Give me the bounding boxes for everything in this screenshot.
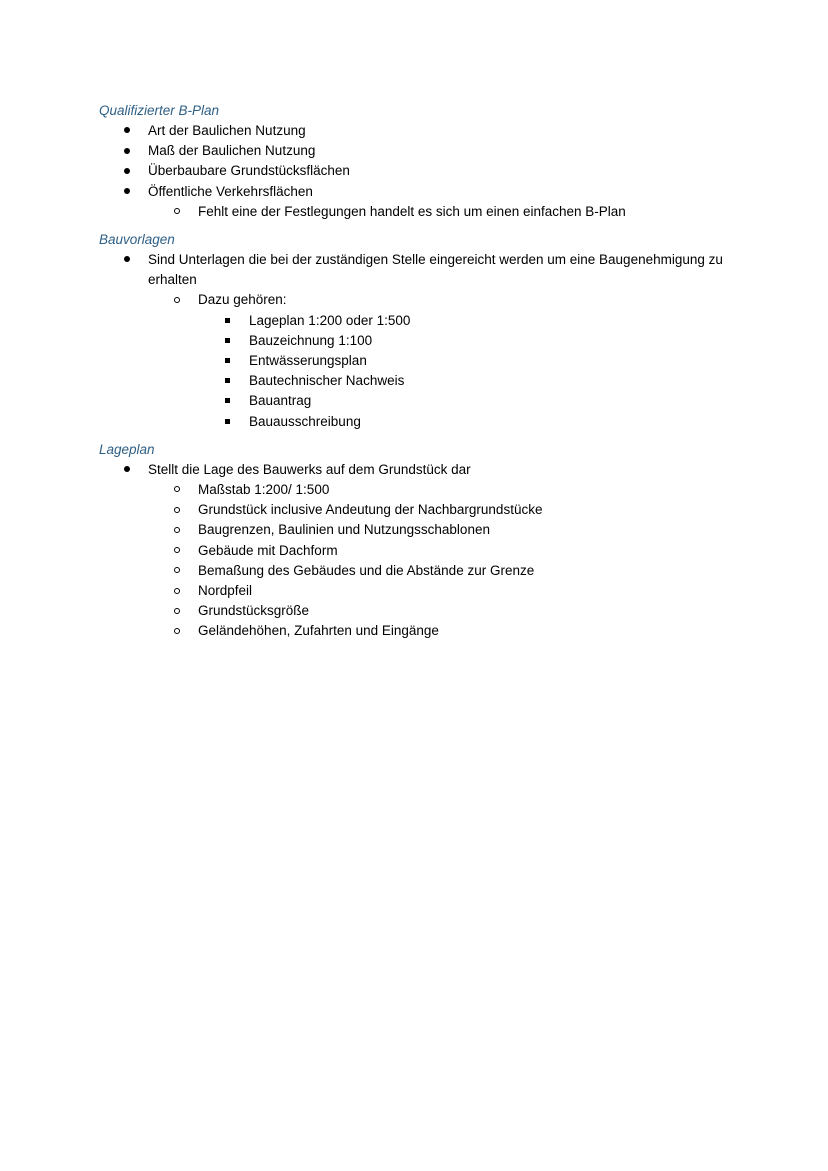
bullet-circle-icon xyxy=(170,520,184,540)
sub-sub-list-item xyxy=(99,412,779,432)
sub-list-item xyxy=(99,520,779,540)
list-item-text: Grundstücksgröße xyxy=(198,603,310,619)
section-bauvorlagen xyxy=(99,230,779,432)
list-item-text: Baugrenzen, Baulinien und Nutzungsschablonen xyxy=(198,522,490,538)
bullet-dot-icon xyxy=(120,161,134,181)
document-content xyxy=(99,101,779,645)
sub-sub-bullet-list xyxy=(99,311,779,432)
bullet-circle-icon xyxy=(170,541,184,561)
bullet-square-icon xyxy=(220,311,234,331)
list-item-text: Dazu gehören: xyxy=(198,292,287,308)
section-heading: Qualifizierter B-Plan xyxy=(99,103,220,118)
list-item xyxy=(99,141,779,161)
sub-sub-list-item xyxy=(99,371,779,391)
sub-bullet-list xyxy=(99,202,779,222)
list-item-text: Entwässerungsplan xyxy=(249,353,367,369)
list-item-text: Grundstück inclusive Andeutung der Nachbargrundstücke xyxy=(198,502,543,518)
sub-sub-list-item xyxy=(99,331,779,351)
sub-list-item xyxy=(99,290,779,310)
sub-sub-list-item xyxy=(99,391,779,411)
bullet-square-icon xyxy=(220,391,234,411)
sub-list-item xyxy=(99,601,779,621)
bullet-circle-icon xyxy=(170,202,184,222)
list-item-text: Bauausschreibung xyxy=(249,413,361,429)
sub-bullet-list xyxy=(99,290,779,310)
list-item-text: Maß der Baulichen Nutzung xyxy=(148,143,316,159)
list-item-text: Bautechnischer Nachweis xyxy=(249,373,405,389)
list-item-text: Art der Baulichen Nutzung xyxy=(148,123,306,138)
section-heading: Lageplan xyxy=(99,441,155,457)
bullet-circle-icon xyxy=(170,500,184,520)
bullet-square-icon xyxy=(220,351,234,371)
section-heading: Bauvorlagen xyxy=(99,232,175,248)
list-item-text: Gebäude mit Dachform xyxy=(198,542,338,558)
list-item-text: Geländehöhen, Zufahrten und Eingänge xyxy=(198,623,439,639)
sub-list-item xyxy=(99,581,779,601)
list-item-text: Bauantrag xyxy=(249,393,312,409)
bullet-dot-icon xyxy=(120,121,134,141)
list-item-text: Bauzeichnung 1:100 xyxy=(249,332,373,348)
bullet-circle-icon xyxy=(170,581,184,601)
list-item-text: Maßstab 1:200/ 1:500 xyxy=(198,482,330,498)
section-lageplan xyxy=(99,440,779,642)
list-item xyxy=(99,121,779,141)
sub-list-item xyxy=(99,561,779,581)
sub-sub-list-item xyxy=(99,351,779,371)
sub-list-item xyxy=(99,541,779,561)
list-item xyxy=(99,161,779,181)
list-item-text: Stellt die Lage des Bauwerks auf dem Grundstück dar xyxy=(148,461,471,477)
bullet-circle-icon xyxy=(170,561,184,581)
bullet-circle-icon xyxy=(170,601,184,621)
sub-sub-list-item xyxy=(99,311,779,331)
sub-list-item xyxy=(99,480,779,500)
list-item-text: Öffentliche Verkehrsflächen xyxy=(148,183,313,199)
list-item-text: Lageplan 1:200 oder 1:500 xyxy=(249,312,411,328)
bullet-circle-icon xyxy=(170,621,184,641)
bullet-square-icon xyxy=(220,371,234,391)
bullet-circle-icon xyxy=(170,290,184,310)
bullet-dot-icon xyxy=(120,141,134,161)
bullet-dot-icon xyxy=(120,182,134,202)
bullet-square-icon xyxy=(220,331,234,351)
list-item-text: Nordpfeil xyxy=(198,583,253,599)
list-item-text: Bemaßung des Gebäudes und die Abstände zur Grenze xyxy=(198,562,535,578)
list-item-text: Fehlt eine der Festlegungen handelt es sich um einen einfachen B-Plan xyxy=(198,203,626,219)
bullet-list xyxy=(99,250,779,290)
list-item-text: Sind Unterlagen die bei der zuständigen Stelle eingereicht werden um eine Baugenehmigung zu erhalten xyxy=(148,252,723,288)
bullet-dot-icon xyxy=(120,250,134,270)
sub-list-item xyxy=(99,202,779,222)
list-item xyxy=(99,460,779,480)
bullet-dot-icon xyxy=(120,460,134,480)
list-item-text: Überbaubare Grundstücksflächen xyxy=(148,163,350,179)
bullet-list xyxy=(99,460,779,480)
list-item xyxy=(99,182,779,202)
bullet-square-icon xyxy=(220,412,234,432)
bullet-list xyxy=(99,121,779,202)
section-qualifizierter-b-plan xyxy=(99,101,779,222)
list-item xyxy=(99,250,779,290)
sub-list-item xyxy=(99,621,779,641)
bullet-circle-icon xyxy=(170,480,184,500)
sub-bullet-list xyxy=(99,480,779,642)
sub-list-item xyxy=(99,500,779,520)
